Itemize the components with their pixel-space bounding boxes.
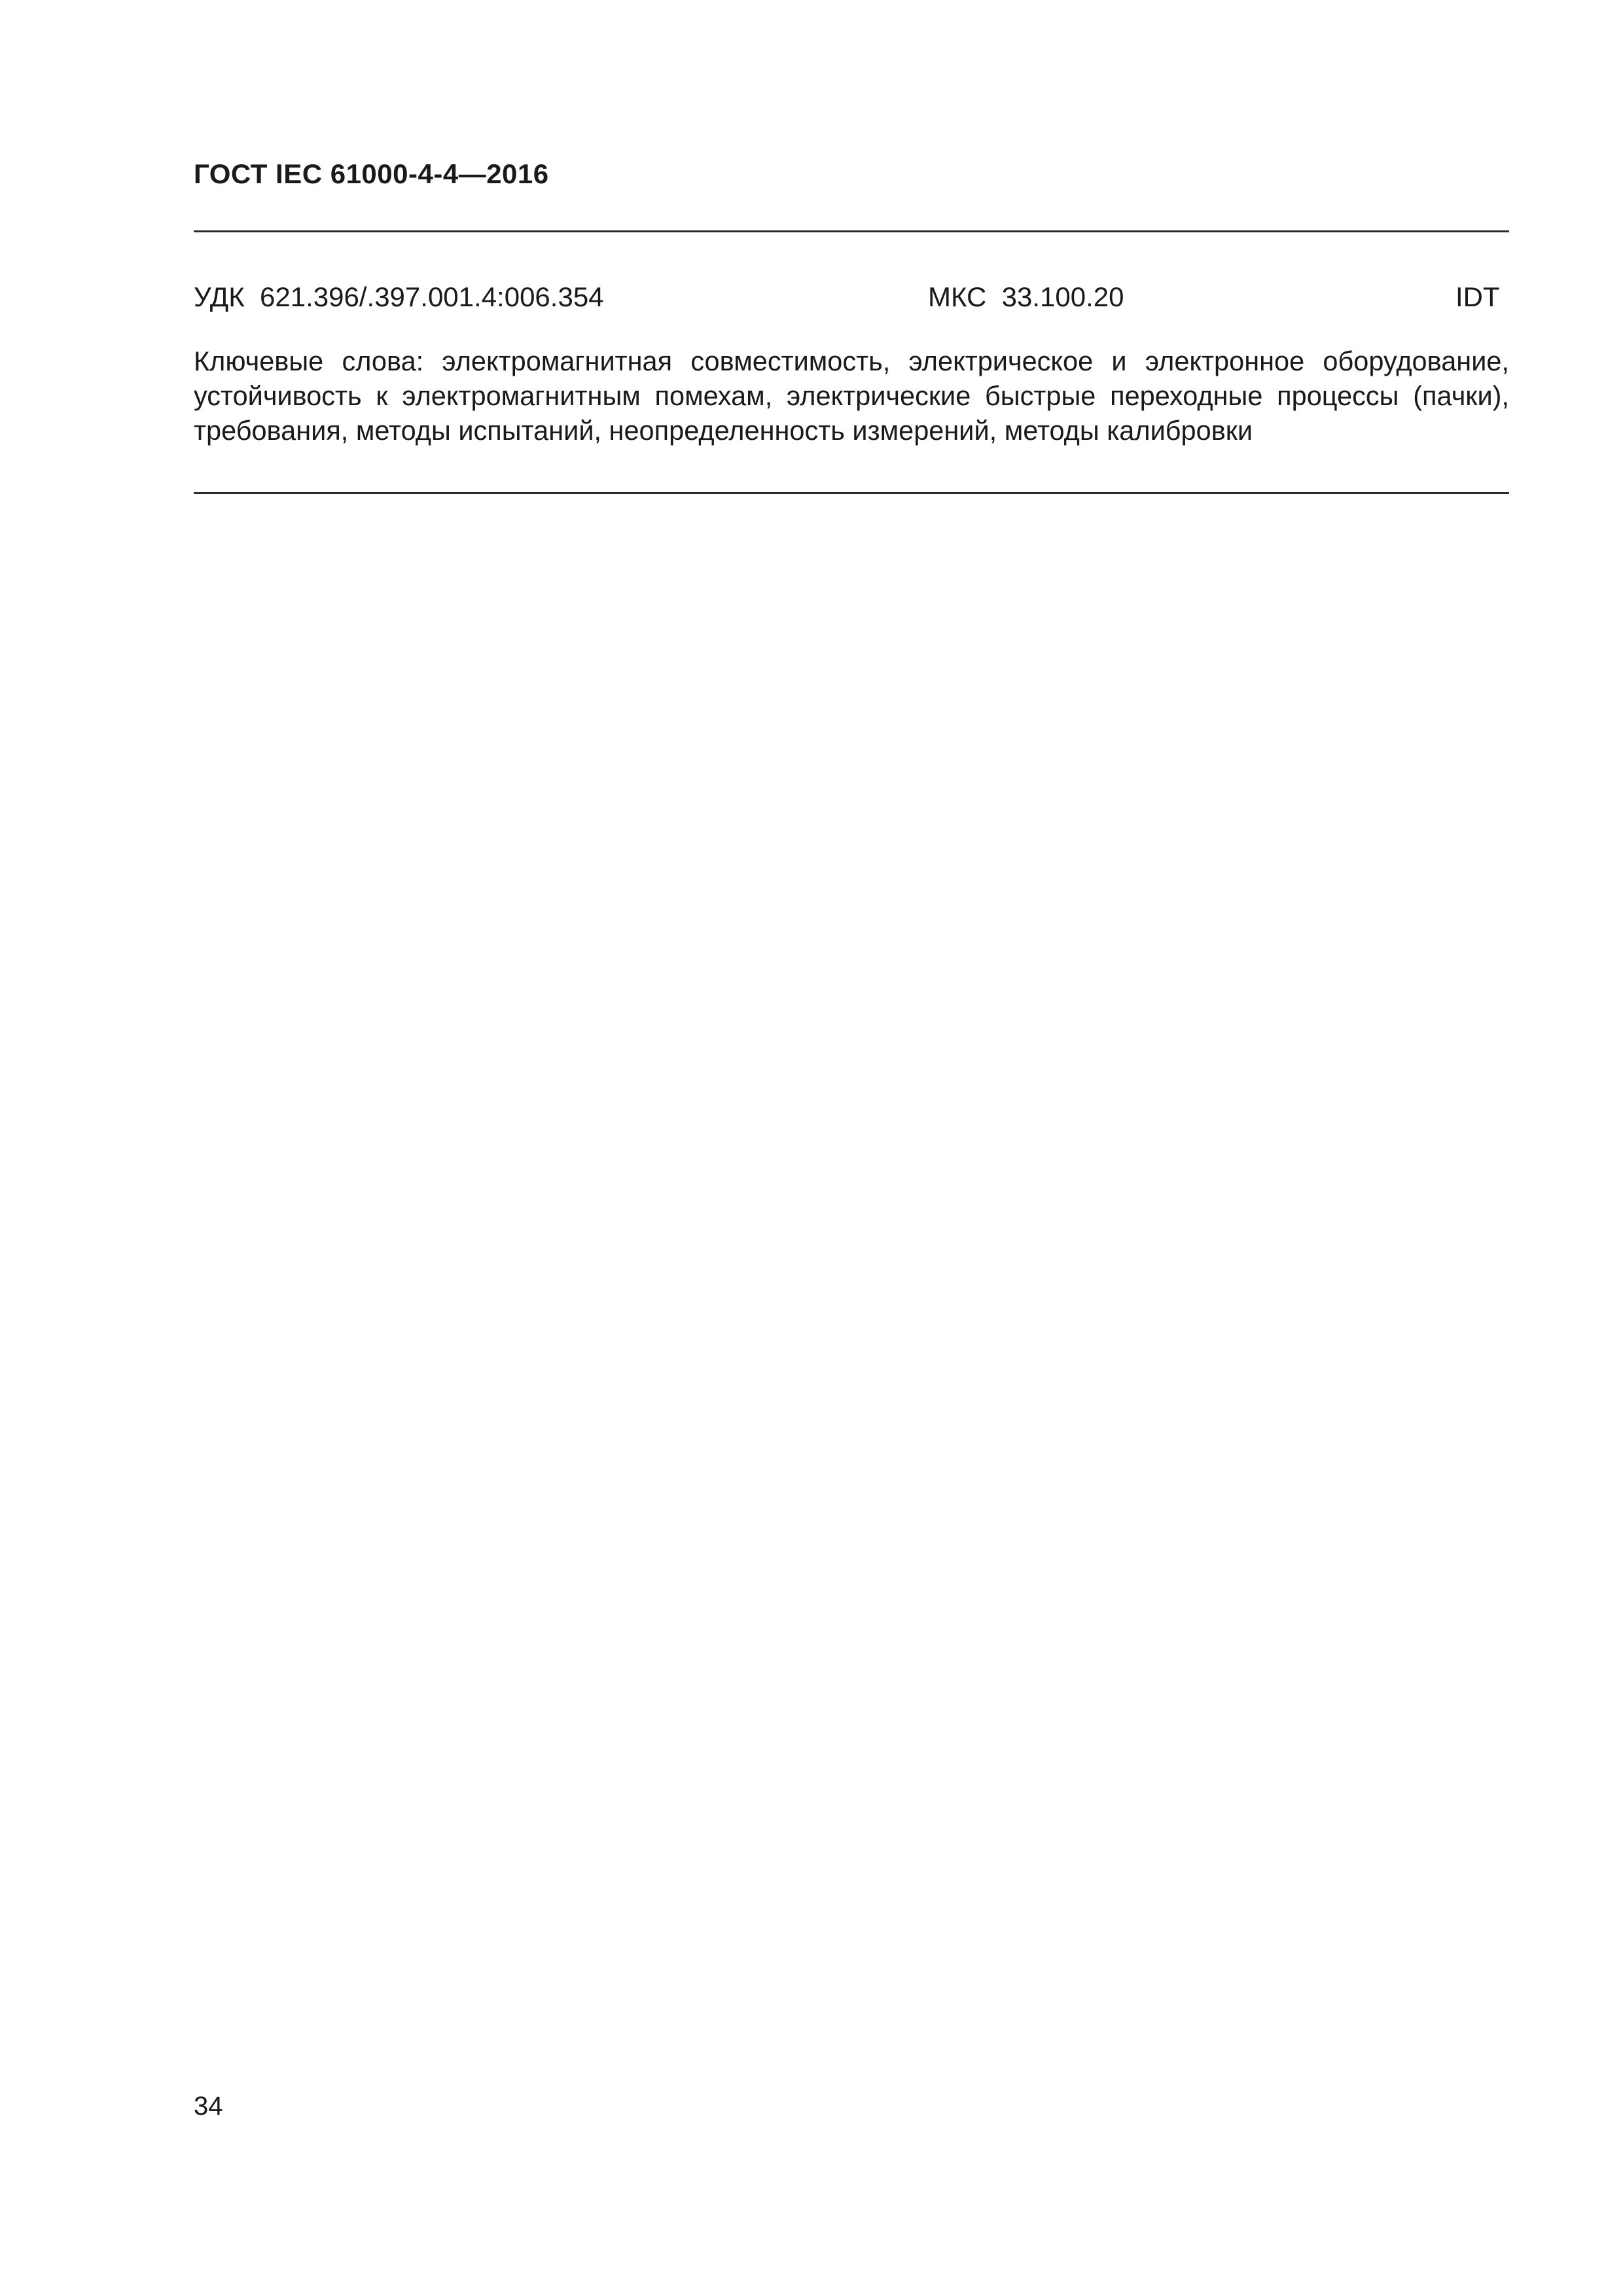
equivalence-mark: IDT <box>1455 281 1500 312</box>
top-divider <box>194 230 1509 232</box>
classification-row <box>194 281 1503 314</box>
udc-code: УДК 621.396/.397.001.4:006.354 <box>194 281 604 312</box>
ics-code: МКС 33.100.20 <box>928 281 1124 312</box>
keywords-paragraph: Ключевые слова: электромагнитная совместимость, электрическое и электронное оборудование, устойчивость к электромагнитным помехам, электрические быстрые переходные процессы (пачки), требования, методы испытаний, неопределенность измерений, методы калибровки <box>194 346 1509 446</box>
bottom-divider <box>194 492 1509 494</box>
standard-designation: ГОСТ IEC 61000-4-4—2016 <box>194 158 549 189</box>
page-number: 34 <box>194 2092 223 2121</box>
